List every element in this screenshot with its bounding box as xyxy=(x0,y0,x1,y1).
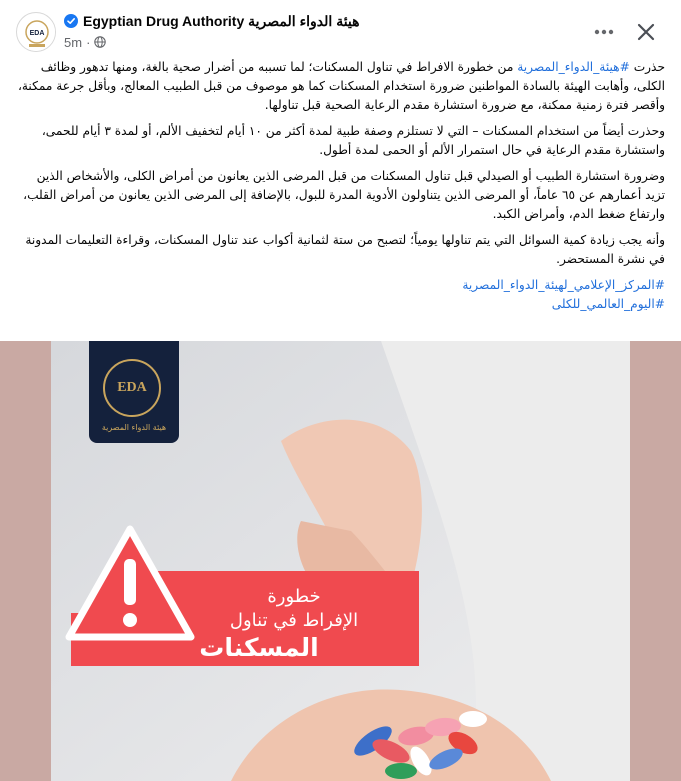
svg-text:EDA: EDA xyxy=(29,30,45,37)
post-paragraph-3: وضرورة استشارة الطبيب أو الصيدلي قبل تناول المسكنات من قبل المرضى الذين يعانون من أمراض الكلى، والأشخاص الذين تزيد أعمارهم عن ٦٥ عاماً، أو المرضى الذين يتناولون الأدوية المدرة للبول، بالإضافة إلى المرضى الذين يعانون من أمراض القلب، وارتفاع ضغط الدم، وأمراض الكبد. xyxy=(23,169,665,221)
meta-separator: · xyxy=(86,34,91,50)
warning-line-2: الإفراط في تناول xyxy=(229,610,359,631)
warning-line-1: خطورة xyxy=(267,586,321,607)
post-meta xyxy=(64,34,106,50)
globe-icon[interactable] xyxy=(94,36,106,48)
eda-logo-emblem xyxy=(103,359,161,417)
warning-line-3: المسكنات xyxy=(199,633,319,662)
more-options-icon xyxy=(594,29,614,35)
post-header xyxy=(0,0,681,58)
logo-abbreviation: EDA xyxy=(117,380,147,395)
post-time[interactable]: 5m xyxy=(64,34,83,50)
post-paragraph-2: وحذرت أيضاً من استخدام المسكنات – التي لا تستلزم وصفة طبية لمدة أكثر من ١٠ أيام لتخفيف الألم، أو لمدة ٣ أيام للحمى، واستشارة مقدم الرعاية في حال استمرار الألم أو الحمى لمدة أطول. xyxy=(41,124,665,157)
close-icon xyxy=(637,23,655,41)
post-paragraph-4: وأنه يجب زيادة كمية السوائل التي يتم تناولها يومياً؛ لتصبح من ستة لثمانية أكواب عند تناول المسكنات، وقراءة التعليمات المدونة في نشرة المستحضر. xyxy=(25,233,665,266)
post-photo xyxy=(51,341,630,781)
warning-triangle-icon xyxy=(65,525,195,643)
eda-logo-banner xyxy=(89,341,179,443)
logo-caption: هيئة الدواء المصرية xyxy=(101,423,167,432)
more-options-button[interactable] xyxy=(586,14,622,50)
warning-title xyxy=(199,585,389,633)
verified-badge-icon xyxy=(64,14,78,28)
eda-logo-icon xyxy=(17,13,56,52)
page-avatar[interactable] xyxy=(16,12,56,52)
page-name-row xyxy=(64,12,360,30)
close-button[interactable] xyxy=(628,14,664,50)
hashtag-media-center[interactable]: #المركز_الإعلامي_لهيئة_الدواء_المصرية xyxy=(462,278,665,292)
hashtag-world-kidney-day[interactable]: #اليوم_العالمي_للكلى xyxy=(551,297,665,311)
page-name-link[interactable]: Egyptian Drug Authority هيئة الدواء المصرية xyxy=(83,12,360,29)
post-image[interactable] xyxy=(0,341,681,781)
post-paragraph-1 xyxy=(16,58,665,115)
post-body xyxy=(16,58,665,314)
p1-text: من خطورة الافراط في تناول المسكنات؛ لما تسببه من أضرار صحية بالغة، ومنها تدهور وظائف الكلى، وأهابت الهيئة بالسادة المواطنين ضرورة استخدام المسكنات كما هو موصوف من قبل الطبيب المعالج، وبأقل جرعة ممكنة، وأقصر فترة زمنية ممكنة، مع ضرورة استشارة مقدم الرعاية الصحية قبل تناولها. xyxy=(17,60,665,112)
p1-prefix: حذرت xyxy=(629,60,665,74)
hashtag-eda[interactable]: #هيئة_الدواء_المصرية xyxy=(517,60,630,74)
